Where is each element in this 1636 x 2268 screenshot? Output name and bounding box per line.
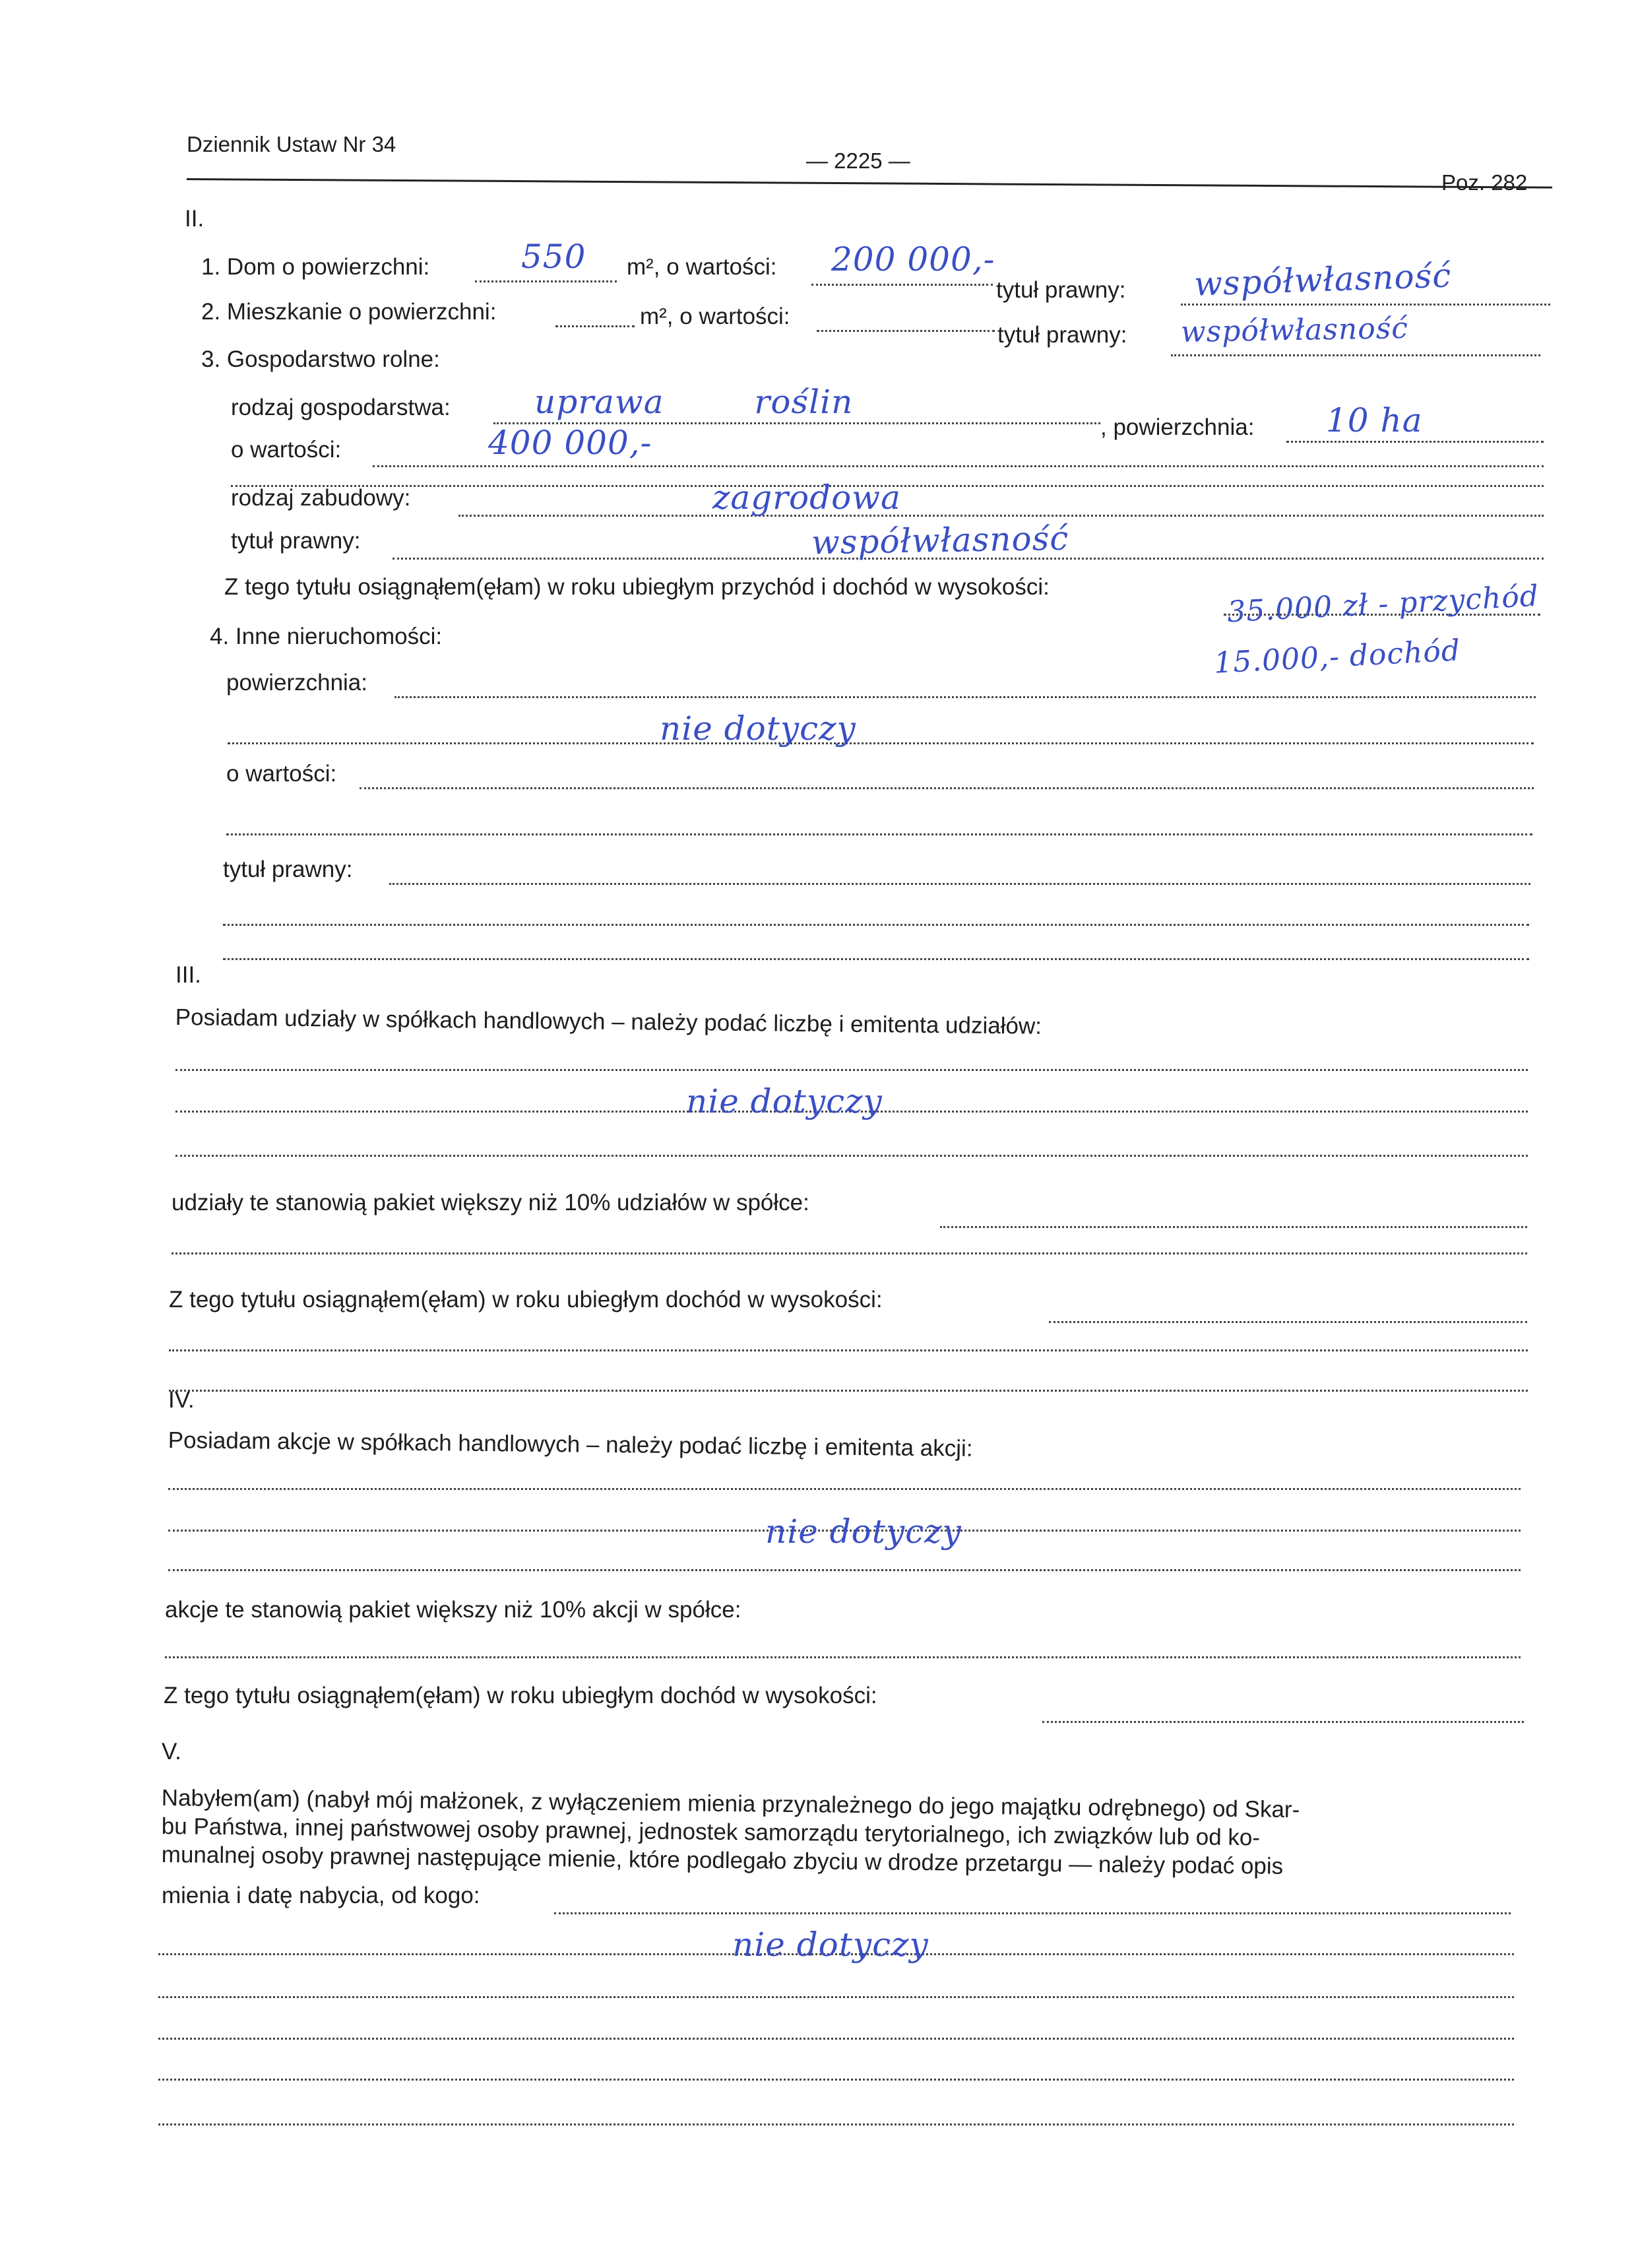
flat-title-label: tytuł prawny:: [997, 322, 1127, 348]
house-area-field[interactable]: [475, 280, 617, 282]
house-value-field[interactable]: [811, 284, 993, 286]
flat-area-label: 2. Mieszkanie o powierzchni:: [201, 299, 497, 325]
house-title-value: współwłasność: [1193, 256, 1453, 304]
farm-title-label: tytuł prawny:: [231, 528, 361, 554]
shares-package-field[interactable]: [940, 1226, 1527, 1228]
acquisition-text-line-1: Nabyłem(am) (nabył mój małżonek, z wyłączeniem mienia przynależnego do jego majątku odrębnego) od Skar-: [161, 1785, 1300, 1823]
stocks-label: Posiadam akcje w spółkach handlowych – należy podać liczbę i emitenta akcji:: [168, 1427, 973, 1462]
other-title-field[interactable]: [389, 883, 1530, 885]
farm-value-field[interactable]: [373, 465, 1544, 467]
section-4-numeral: IV.: [168, 1387, 195, 1413]
acquisition-line-4[interactable]: [158, 2038, 1514, 2040]
other-value-field[interactable]: [360, 787, 1534, 789]
stocks-answer: nie dotyczy: [765, 1512, 962, 1551]
acquisition-text-line-2: bu Państwa, innej państwowej osoby prawnej, jednostek samorządu terytorialnego, ich związków lub od ko-: [161, 1813, 1261, 1851]
shares-label: Posiadam udziały w spółkach handlowych – należy podać liczbę i emitenta udziałów:: [175, 1004, 1042, 1039]
flat-title-value: współwłasność: [1180, 311, 1409, 350]
house-unit-label: m², o wartości:: [627, 254, 777, 280]
flat-title-field[interactable]: [1171, 354, 1540, 356]
other-title-line-3[interactable]: [223, 958, 1529, 960]
stocks-package-label: akcje te stanowią pakiet większy niż 10% akcji w spółce:: [165, 1597, 741, 1623]
other-not-applicable: nie dotyczy: [660, 709, 856, 748]
stocks-line-3[interactable]: [168, 1569, 1521, 1571]
buildings-value: zagrodowa: [712, 478, 901, 517]
journal-title: Dziennik Ustaw Nr 34: [187, 132, 396, 156]
farm-area-value: 10 ha: [1326, 401, 1423, 439]
house-area-value: 550: [521, 238, 586, 276]
shares-line-3[interactable]: [175, 1155, 1528, 1157]
section-5-numeral: V.: [162, 1739, 181, 1765]
position-number: Poz. 282: [1441, 170, 1528, 195]
farm-area-label: , powierzchnia:: [1100, 414, 1255, 440]
shares-answer: nie dotyczy: [686, 1082, 883, 1120]
section-3-numeral: III.: [175, 962, 201, 988]
acquisition-line-6[interactable]: [158, 2123, 1514, 2125]
acquisition-answer: nie dotyczy: [732, 1926, 929, 1964]
page-number: — 2225 —: [806, 148, 910, 173]
flat-value-field[interactable]: [817, 330, 995, 332]
farm-income-label: Z tego tytułu osiągnąłem(ęłam) w roku ubiegłym przychód i dochód w wysokości:: [224, 574, 1050, 600]
farm-type-value: uprawa roślin: [534, 383, 854, 421]
farm-area-field[interactable]: [1286, 441, 1544, 443]
farm-income-profit: 15.000,- dochód: [1212, 633, 1462, 680]
acquisition-line-5[interactable]: [158, 2079, 1514, 2081]
section-2-numeral: II.: [185, 206, 204, 232]
flat-unit-label: m², o wartości:: [640, 304, 790, 329]
stocks-line-1[interactable]: [168, 1488, 1521, 1490]
farm-value-label: o wartości:: [231, 437, 342, 463]
farm-income-revenue: 35.000 zł - przychód: [1226, 579, 1540, 630]
house-area-label: 1. Dom o powierzchni:: [201, 254, 430, 280]
acquisition-text-line-4: mienia i datę nabycia, od kogo:: [162, 1883, 480, 1908]
other-area-line-2[interactable]: [228, 742, 1534, 744]
other-area-label: powierzchnia:: [226, 670, 367, 696]
stocks-income-field[interactable]: [1042, 1721, 1524, 1723]
shares-package-line-2[interactable]: [172, 1252, 1527, 1254]
farm-label: 3. Gospodarstwo rolne:: [201, 346, 440, 372]
shares-package-label: udziały te stanowią pakiet większy niż 10% udziałów w spółce:: [172, 1190, 809, 1215]
buildings-field[interactable]: [458, 515, 1544, 517]
house-title-field[interactable]: [1181, 304, 1550, 306]
flat-area-field[interactable]: [555, 325, 635, 327]
other-value-line-2[interactable]: [226, 833, 1532, 835]
farm-value: 400 000,-: [488, 424, 652, 462]
acquisition-text-line-3: munalnej osoby prawnej następujące mienie, które podlegało zbyciu w drodze przetargu — należy podać opis: [161, 1842, 1284, 1879]
shares-income-line-2[interactable]: [169, 1349, 1528, 1351]
shares-income-line-3[interactable]: [169, 1390, 1528, 1392]
other-title-label: tytuł prawny:: [223, 857, 353, 882]
farm-title-value: współwłasność: [811, 519, 1069, 562]
stocks-income-label: Z tego tytułu osiągnąłem(ęłam) w roku ubiegłym dochód w wysokości:: [164, 1683, 877, 1708]
acquisition-field[interactable]: [554, 1912, 1511, 1914]
house-value: 200 000,-: [831, 240, 995, 278]
farm-type-label: rodzaj gospodarstwa:: [231, 395, 451, 420]
other-area-field[interactable]: [394, 696, 1536, 698]
shares-income-field[interactable]: [1049, 1321, 1527, 1323]
stocks-package-line-2[interactable]: [165, 1656, 1521, 1658]
header-rule: [187, 178, 1552, 189]
shares-line-1[interactable]: [175, 1069, 1528, 1071]
other-value-label: o wartości:: [226, 761, 337, 787]
other-title-line-2[interactable]: [223, 924, 1529, 926]
other-property-label: 4. Inne nieruchomości:: [210, 624, 443, 649]
house-title-label: tytuł prawny:: [996, 277, 1126, 303]
acquisition-line-3[interactable]: [158, 1996, 1514, 1998]
shares-income-label: Z tego tytułu osiągnąłem(ęłam) w roku ubiegłym dochód w wysokości:: [169, 1287, 883, 1312]
buildings-label: rodzaj zabudowy:: [231, 485, 411, 511]
